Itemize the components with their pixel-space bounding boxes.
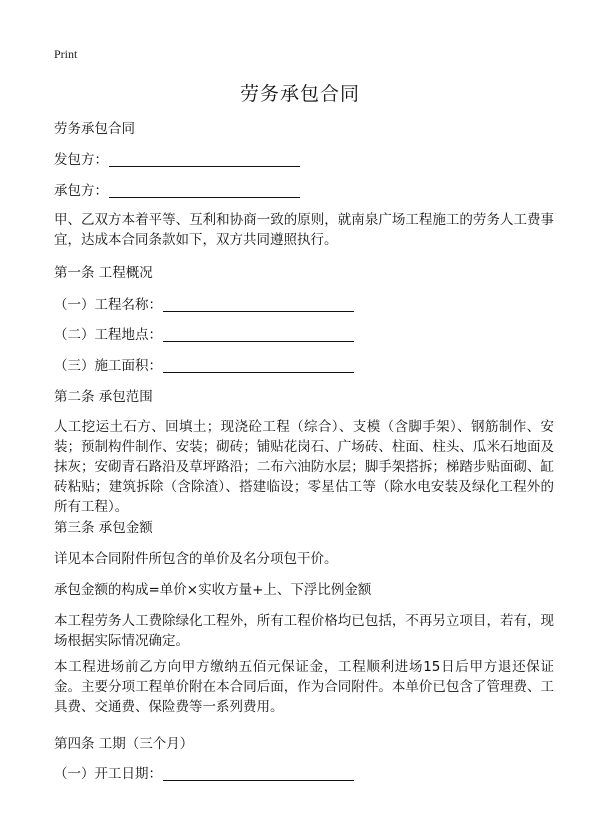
party-a-label: 发包方： (54, 152, 108, 168)
contract-subtitle: 劳务承包合同 (54, 121, 135, 137)
article4-heading: 第四条 工期（三个月） (54, 736, 194, 752)
project-name-label: （一）工程名称： (54, 297, 162, 313)
article1-heading: 第一条 工程概况 (54, 265, 153, 281)
article3-paragraph-2: 承包金额的构成=单价×实收方量+上、下浮比例金额 (54, 582, 372, 598)
project-name-blank[interactable] (163, 311, 354, 312)
construction-area-blank[interactable] (163, 372, 354, 373)
project-location-label: （二）工程地点： (54, 327, 162, 343)
start-date-label: （一）开工日期： (54, 766, 162, 782)
article3-paragraph-3: 本工程劳务人工费除绿化工程外，所有工程价格均已包括，不再另立项目，若有，现场根据实际情况确定。 (54, 613, 554, 649)
party-b-label: 承包方： (54, 183, 108, 199)
article2-body: 人工挖运土石方、回填土；现浇砼工程（综合）、支模（含脚手架）、钢筋制作、安装；预制构件制作、安装；砌砖；铺贴花岗石、广场砖、柱面、柱头、瓜米石地面及抹灰；安砌青石路沿及草坪路沿；二布六油防水层；脚手架搭拆；梯踏步贴面砌、缸砖粘贴；建筑拆除（含除渣）、搭建临设；零星估工等（除水电安装及绿化工程外的所有工程）。 (54, 419, 554, 515)
article2-heading: 第二条 承包范围 (54, 389, 153, 405)
intro-paragraph: 甲、乙双方本着平等、互利和协商一致的原则，就南泉广场工程施工的劳务人工费事宜，达成本合同条款如下，双方共同遵照执行。 (54, 212, 554, 248)
article3-paragraph-4: 本工程进场前乙方向甲方缴纳五佰元保证金，工程顺利进场15日后甲方退还保证金。主要分项工程单价附在本合同后面，作为合同附件。本单价已包含了管理费、工具费、交通费、保险费等一系列费用。 (54, 659, 554, 715)
party-a-blank[interactable] (109, 166, 300, 167)
article3-paragraph-1: 详见本合同附件所包含的单价及名分项包干价。 (54, 551, 338, 567)
start-date-blank[interactable] (163, 780, 354, 781)
party-b-blank[interactable] (109, 197, 300, 198)
print-link[interactable]: Print (54, 47, 78, 61)
project-location-blank[interactable] (163, 341, 354, 342)
article3-heading: 第三条 承包金额 (54, 520, 153, 536)
construction-area-label: （三）施工面积： (54, 358, 162, 374)
page-title: 劳务承包合同 (239, 83, 360, 105)
